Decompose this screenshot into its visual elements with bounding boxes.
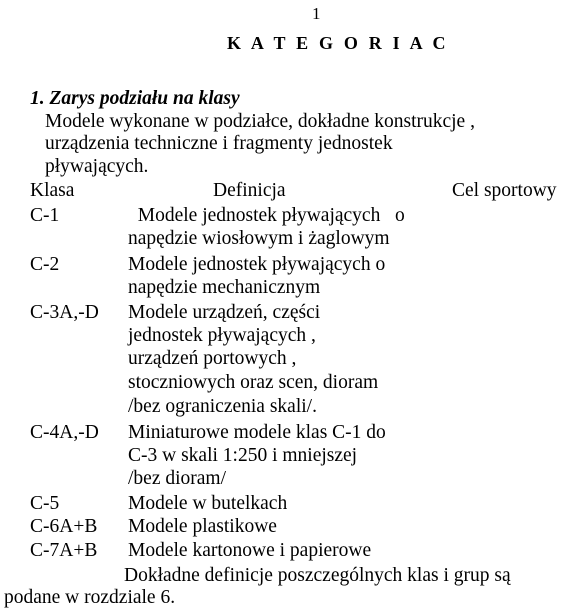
class-c3: C-3A,-D <box>30 302 99 323</box>
header-klasa: Klasa <box>30 180 75 201</box>
footer-line-1: Dokładne definicje poszczególnych klas i grup są <box>124 565 511 586</box>
page-number: 1 <box>312 4 321 23</box>
class-c6: C-6A+B <box>30 516 98 537</box>
definition-c4-line-3: /bez dioram/ <box>128 468 227 489</box>
intro-line-3: pływających. <box>45 156 149 177</box>
definition-c1-line-2: napędzie wiosłowym i żaglowym <box>128 228 390 249</box>
definition-c3-line-4: stoczniowych oraz scen, dioram <box>128 372 379 393</box>
intro-line-1: Modele wykonane w podziałce, dokładne konstrukcje , <box>45 111 475 132</box>
class-c2: C-2 <box>30 254 60 275</box>
definition-c2-line-2: napędzie mechanicznym <box>128 277 321 298</box>
definition-c3-line-2: jednostek pływających , <box>128 325 316 346</box>
definition-c7: Modele kartonowe i papierowe <box>128 540 372 561</box>
section-heading: 1. Zarys podziału na klasy <box>30 88 240 109</box>
definition-c3-line-3: urządzeń portowych , <box>128 348 297 369</box>
category-title: K A T E G O R I A C <box>227 33 449 53</box>
class-c7: C-7A+B <box>30 540 98 561</box>
class-c4: C-4A,-D <box>30 422 99 443</box>
header-definicja: Definicja <box>213 180 286 201</box>
definition-c3-line-1: Modele urządzeń, części <box>128 302 321 323</box>
definition-c4-line-1: Miniaturowe modele klas C-1 do <box>128 422 386 443</box>
definition-c3-line-5: /bez ograniczenia skali/. <box>128 396 317 417</box>
definition-c6: Modele plastikowe <box>128 516 277 537</box>
definition-c5: Modele w butelkach <box>128 493 288 514</box>
class-c5: C-5 <box>30 493 60 514</box>
header-cel-sportowy: Cel sportowy <box>452 180 557 201</box>
definition-c4-line-2: C-3 w skali 1:250 i mniejszej <box>128 445 358 466</box>
definition-c2-line-1: Modele jednostek pływających o <box>128 254 386 275</box>
intro-line-2: urządzenia techniczne i fragmenty jednostek <box>45 133 393 154</box>
footer-line-2: podane w rozdziale 6. <box>4 587 176 608</box>
definition-c1-line-1: Modele jednostek pływających o <box>128 205 405 226</box>
class-c1: C-1 <box>30 205 60 226</box>
